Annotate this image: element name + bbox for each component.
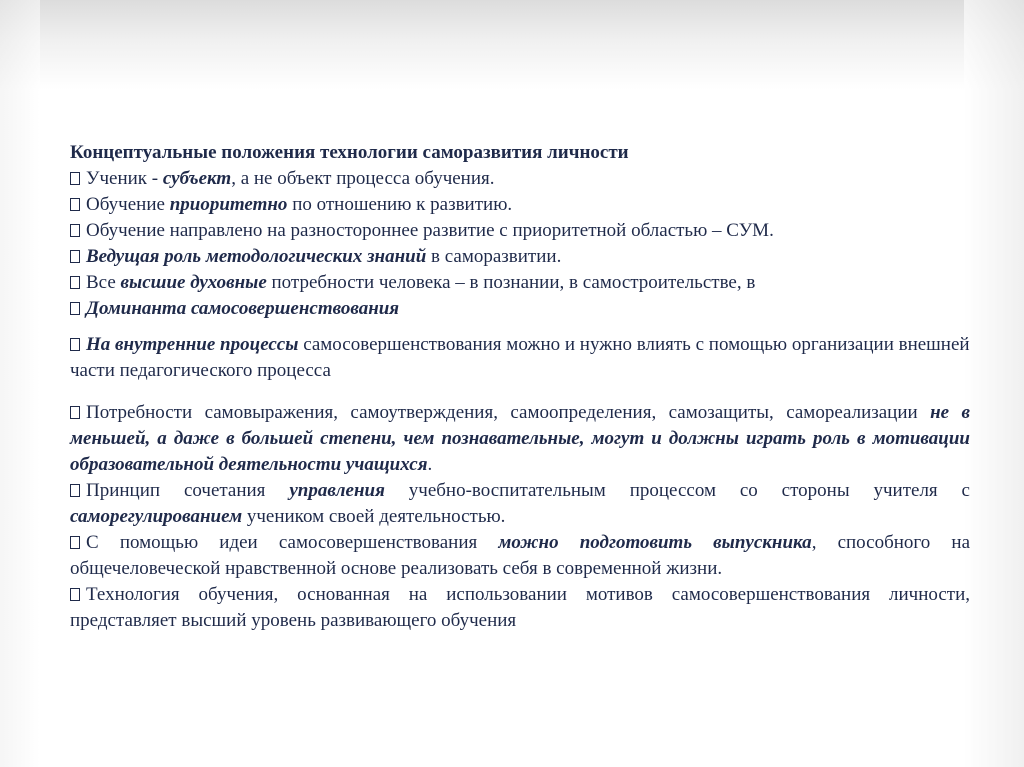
item-text: потребности человека – в познании, в самостроительстве, в — [266, 272, 756, 293]
item-text: Потребности самовыражения, самоутверждения, самоопределения, самозащиты, самореализации — [86, 402, 931, 423]
checkbox-bullet-icon — [70, 198, 80, 211]
top-shadow-decoration — [0, 0, 1024, 90]
item-emphasis: приоритетно — [169, 194, 288, 215]
checkbox-bullet-icon — [70, 250, 80, 263]
item-emphasis: управления — [289, 480, 385, 501]
slide-content — [70, 140, 970, 634]
bullet-item — [70, 582, 970, 634]
item-text: учебно-воспитательным процессом со стороны учителя с — [384, 480, 970, 501]
bullet-item — [70, 296, 970, 322]
item-emphasis: субъект — [162, 168, 232, 189]
checkbox-bullet-icon — [70, 406, 80, 419]
bullet-item — [70, 166, 970, 192]
item-text: по отношению к развитию. — [287, 194, 513, 215]
bullet-item — [70, 332, 970, 384]
item-text: самосовершенствования можно и нужно влиять с помощью организации внешней части педагогического процесса — [70, 334, 970, 381]
bullet-item — [70, 530, 970, 582]
item-emphasis: Ведущая роль методологических знаний — [86, 246, 427, 267]
slide-title: Концептуальные положения технологии саморазвития личности — [70, 142, 629, 163]
item-emphasis: Доминанта самосовершенствования — [86, 298, 400, 319]
item-text: , а не объект процесса обучения. — [231, 168, 495, 189]
checkbox-bullet-icon — [70, 276, 80, 289]
checkbox-bullet-icon — [70, 338, 80, 351]
item-emphasis: не в меньшей, а даже в большей степени, чем познавательные, могут и должны играть роль в мотивации образовательной деятельности учащихся — [70, 402, 970, 475]
bullet-item — [70, 192, 970, 218]
item-text: в саморазвитии. — [426, 246, 562, 267]
item-text: . — [427, 454, 433, 475]
left-shadow-decoration — [0, 0, 40, 767]
item-text: Ученик - — [86, 168, 163, 189]
right-shadow-decoration — [964, 0, 1024, 767]
checkbox-bullet-icon — [70, 302, 80, 315]
bullet-item — [70, 218, 970, 244]
bullet-item — [70, 270, 970, 296]
item-emphasis: можно подготовить выпускника — [498, 532, 812, 553]
item-text: Обучение — [86, 194, 170, 215]
checkbox-bullet-icon — [70, 224, 80, 237]
checkbox-bullet-icon — [70, 536, 80, 549]
item-emphasis: саморегулированием — [70, 506, 243, 527]
bullet-item — [70, 400, 970, 478]
checkbox-bullet-icon — [70, 588, 80, 601]
item-text: , способного на общечеловеческой нравственной основе реализовать себя в современной жизни. — [70, 532, 970, 579]
bullet-item — [70, 478, 970, 530]
item-text: Принцип сочетания — [86, 480, 290, 501]
item-text: Все — [86, 272, 121, 293]
bullet-item — [70, 244, 970, 270]
item-text: учеником своей деятельностью. — [242, 506, 506, 527]
checkbox-bullet-icon — [70, 484, 80, 497]
checkbox-bullet-icon — [70, 172, 80, 185]
item-emphasis: высшие духовные — [120, 272, 267, 293]
item-text: Технология обучения, основанная на использовании мотивов самосовершенствования личности, представляет высший уровень развивающего обучения — [70, 584, 970, 631]
item-text: Обучение направлено на разностороннее развитие с приоритетной областью – СУМ. — [86, 220, 774, 241]
item-emphasis: На внутренние процессы — [86, 334, 299, 355]
item-text: С помощью идеи самосовершенствования — [86, 532, 499, 553]
